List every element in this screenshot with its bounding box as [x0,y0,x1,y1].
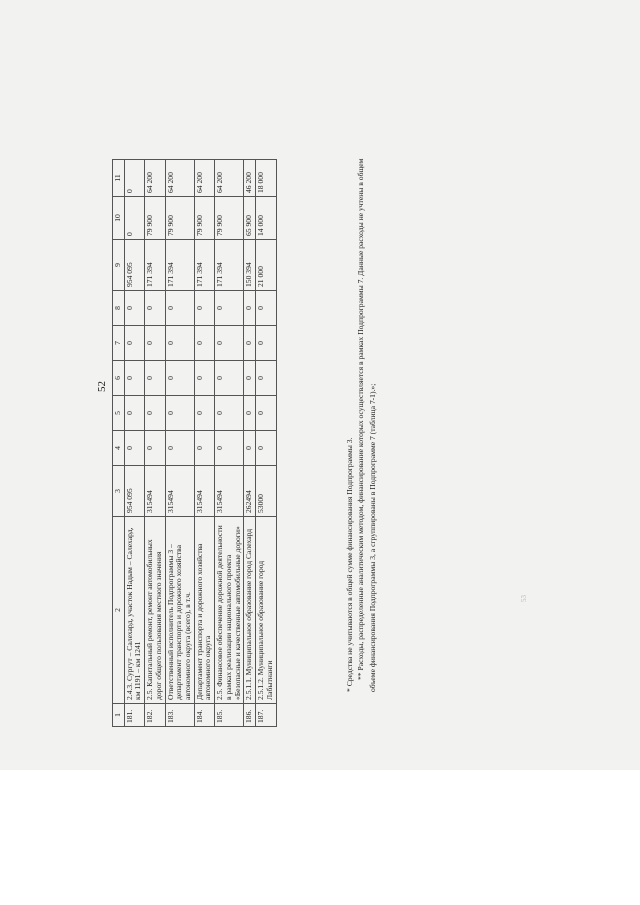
value-cell: 64 200 [165,160,194,197]
value-cell: 0 [244,431,256,466]
value-cell: 0 [256,326,276,361]
value-cell: 79 900 [145,197,165,240]
value-cell: 0 [194,431,214,466]
value-cell: 79 900 [215,197,244,240]
header-cell: 10 [113,197,125,240]
value-cell: 79 900 [165,197,194,240]
row-name-cell: 2.5.1.2. Муниципальное образование город Лабытнанги [256,517,276,704]
value-cell: 0 [124,431,144,466]
value-cell: 21 000 [256,240,276,291]
value-cell: 64 200 [145,160,165,197]
header-cell: 3 [113,466,125,517]
value-cell: 79 900 [194,197,214,240]
row-name-cell: 2.5. Финансовое обеспечение дорожной деятельности в рамках реализации национального проекта «Безопасные и качественные автомобильные дороги» [215,517,244,704]
value-cell: 0 [215,326,244,361]
value-cell: 0 [124,361,144,396]
table-row [194,160,214,727]
row-number-cell: 181. [124,704,144,727]
header-cell: 2 [113,517,125,704]
value-cell: 0 [165,326,194,361]
header-cell: 6 [113,361,125,396]
row-name-cell: 2.4.3. Сургут – Салехард, участок Надым – Салехард, км 1191 – км 1241 [124,517,144,704]
value-cell: 0 [194,396,214,431]
value-cell: 150 394 [244,240,256,291]
row-name-cell: 2.5. Капитальный ремонт, ремонт автомобильных дорог общего пользования местного значения [145,517,165,704]
header-cell: 7 [113,326,125,361]
row-number-cell: 183. [165,704,194,727]
page-margin [0,770,640,905]
value-cell: 0 [145,431,165,466]
header-cell: 5 [113,396,125,431]
value-cell: 0 [145,396,165,431]
table-row [145,160,165,727]
row-name-cell: Ответственный исполнитель Подпрограммы 3 – департамент транспорта и дорожного хозяйства автономного округа (всего), в т.ч. [165,517,194,704]
value-cell: 0 [124,291,144,326]
value-cell: 0 [165,361,194,396]
row-number-cell: 185. [215,704,244,727]
value-cell: 0 [244,326,256,361]
value-cell: 315494 [165,466,194,517]
value-cell: 0 [165,431,194,466]
budget-table [112,159,277,727]
row-name-cell: Департамент транспорта и дорожного хозяйства автономного округа [194,517,214,704]
value-cell: 0 [215,361,244,396]
value-cell: 0 [256,291,276,326]
faint-stamp-mark: 53 [520,595,528,602]
value-cell: 0 [256,396,276,431]
value-cell: 262494 [244,466,256,517]
value-cell: 954 095 [124,466,144,517]
header-cell: 4 [113,431,125,466]
value-cell: 0 [165,291,194,326]
value-cell: 0 [124,396,144,431]
footnote-1: * Средства не учитываются в общей сумме финансирования Подпрограммы 3. [345,437,354,692]
value-cell: 0 [145,326,165,361]
value-cell: 315494 [194,466,214,517]
header-cell: 8 [113,291,125,326]
value-cell: 46 200 [244,160,256,197]
value-cell: 0 [124,197,144,240]
value-cell: 64 200 [215,160,244,197]
row-name-cell: 2.5.1.1. Муниципальное образование город Салехард [244,517,256,704]
row-number-cell: 182. [145,704,165,727]
value-cell: 171 394 [165,240,194,291]
header-cell: 1 [113,704,125,727]
value-cell: 18 000 [256,160,276,197]
value-cell: 0 [124,326,144,361]
footnote-2-continued: объеме финансирования Подпрограммы 3, а сгруппированы в Подпрограмме 7 (таблица 7-1).»; [367,383,377,692]
value-cell: 14 000 [256,197,276,240]
value-cell: 954 095 [124,240,144,291]
value-cell: 0 [256,431,276,466]
value-cell: 171 394 [194,240,214,291]
table-row [165,160,194,727]
value-cell: 0 [215,431,244,466]
value-cell: 0 [244,396,256,431]
value-cell: 315494 [215,466,244,517]
table-row [124,160,144,727]
row-number-cell: 186. [244,704,256,727]
value-cell: 315494 [145,466,165,517]
table-row [215,160,244,727]
value-cell: 0 [256,361,276,396]
value-cell: 0 [165,396,194,431]
row-number-cell: 187. [256,704,276,727]
table-row [244,160,256,727]
value-cell: 171 394 [215,240,244,291]
footnotes [344,32,378,692]
value-cell: 0 [145,361,165,396]
table-header-row [113,160,125,727]
value-cell: 64 200 [194,160,214,197]
value-cell: 0 [194,291,214,326]
value-cell: 0 [215,291,244,326]
page-number: 52 [96,381,108,392]
value-cell: 0 [244,291,256,326]
header-cell: 9 [113,240,125,291]
footnote-2: ** Расходы, распределенные аналитическим методом, финансирование которых осуществляется в рамках Подпрограммы 7. Данные расходы не учтены в общем [356,158,366,680]
value-cell: 53000 [256,466,276,517]
value-cell: 0 [194,361,214,396]
value-cell: 0 [215,396,244,431]
value-cell: 0 [124,160,144,197]
rotated-document [10,12,630,752]
value-cell: 171 394 [145,240,165,291]
row-number-cell: 184. [194,704,214,727]
value-cell: 0 [194,326,214,361]
header-cell: 11 [113,160,125,197]
table-row [256,160,276,727]
value-cell: 0 [244,361,256,396]
value-cell: 65 900 [244,197,256,240]
value-cell: 0 [145,291,165,326]
